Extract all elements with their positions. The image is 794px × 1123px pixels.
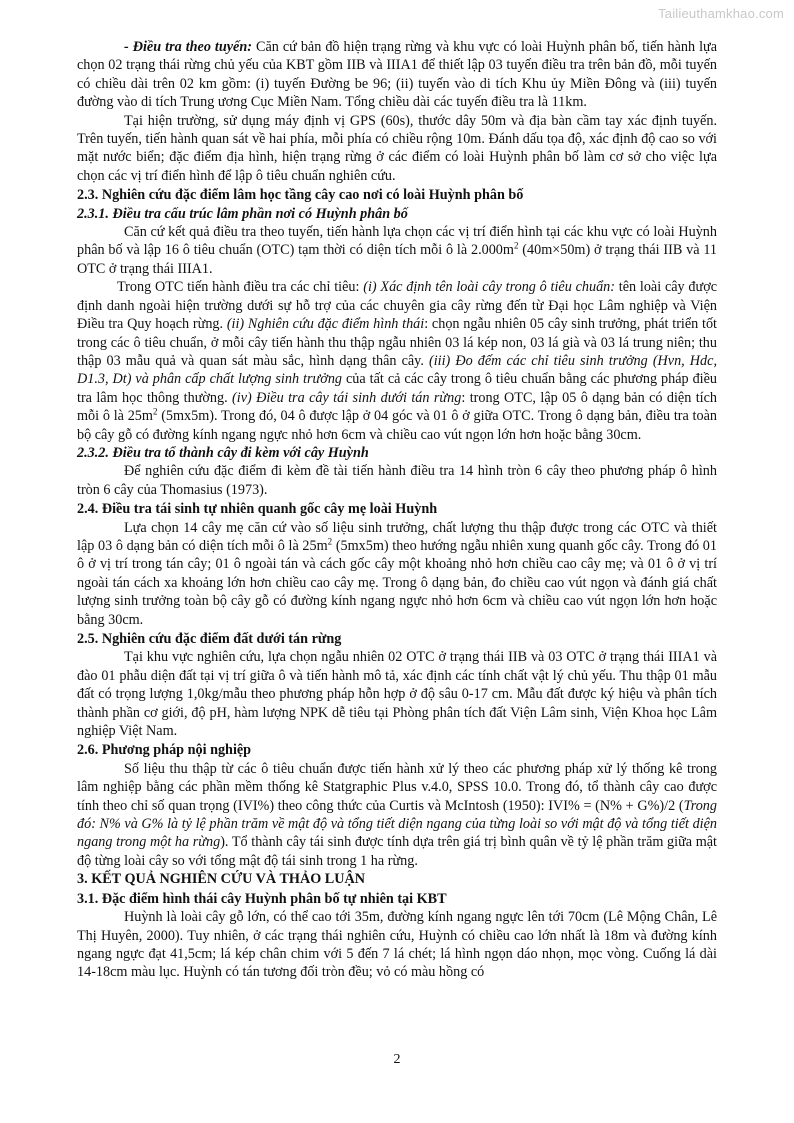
heading-3-1: 3.1. Đặc điểm hình thái cây Huỳnh phân bố tự nhiên tại KBT (77, 890, 447, 907)
run-text: Lựa chọn 14 cây mẹ căn cứ vào số liệu sinh trưởng, chất lượng thu thập được trong các OTC và thiết lập 03 ô dạng bản có diện tích mỗi ô là 25m (77, 519, 717, 554)
run-text: Căn cứ kết quả điều tra theo tuyến, tiến hành lựa chọn các vị trí điển hình tại các khu vực có loài Huỳnh phân bố và lập 16 ô tiêu chuẩn (OTC) tạm thời có diện tích mỗi ô là 2.000m (77, 224, 717, 259)
paragraph-regeneration (77, 519, 717, 629)
paragraph-soil: Tại khu vực nghiên cứu, lựa chọn ngẫu nhiên 02 OTC ở trạng thái IIB và 03 OTC ở trạng thái IIIA1 và đào 01 phẫu diện đất tại vị trí giữa ô và tiến hành mô tả, xác định các tính chất vật lý chủ yếu. Thu thập 01 mẫu đất có trọng lượng 1,0kg/mẫu theo phương pháp hỗn hợp ở độ sâu 0-17 cm. Mẫu đất được ký hiệu và phân tích thành phần cơ giới, độ pH, hàm lượng NPK dễ tiêu tại Phòng phân tích đất Viện Lâm sinh, Viện Khoa học Lâm nghiệp Việt Nam. (77, 649, 717, 740)
run-text: ). Tổ thành cây tái sinh được tính dựa trên giá trị bình quân về tỷ lệ phần trăm giữa mật độ từng loài cây so với tổng mật độ tái sinh trong 1 ha rừng. (77, 834, 717, 869)
paragraph-gps: Tại hiện trường, sử dụng máy định vị GPS (60s), thước dây 50m và địa bàn cầm tay xác định tuyến. Trên tuyến, tiến hành quan sát về hai phía, mỗi phía có chiều rộng 10m. Đánh dấu tọa độ, xác định độ cao so với mặt nước biển; đặc điểm địa hình, hiện trạng rừng ở các điểm có loài Huỳnh phân bố làm cơ sở cho việc lựa chọn các vị trí điển hình để lập ô tiêu chuẩn nghiên cứu. (77, 112, 717, 184)
paragraph-composition: Để nghiên cứu đặc điểm đi kèm đề tài tiến hành điều tra 14 hình tròn 6 cây theo phương pháp ô hình tròn 6 cây của Thomasius (1973). (77, 463, 717, 498)
run-text: Trong OTC tiến hành điều tra các chỉ tiêu: (117, 279, 364, 296)
run-text: : chọn ngẫu nhiên 05 cây sinh trưởng, phát triển tốt trong các ô tiêu chuẩn, ở mỗi cây tiến hành thu thập ngẫu nhiên 03 lá kép non, 03 lá già và 03 lá trung niên; thu thập 03 mẫu quả và quan sát màu sắc, hình dạng thân cây. (77, 316, 717, 369)
run-italic: (i) Xác định tên loài cây trong ô tiêu chuẩn: (363, 279, 615, 296)
run-italic: Trong đó: N% và G% là tỷ lệ phần trăm về mật độ và tổng tiết diện ngang của từng loài so với mật độ và tổng tiết diện ngang trong một ha rừng (77, 797, 717, 851)
superscript: 2 (152, 406, 158, 417)
run-italic: (iv) Điều tra cây tái sinh dưới tán rừng (232, 389, 462, 406)
heading-3: 3. KẾT QUẢ NGHIÊN CỨU VÀ THẢO LUẬN (77, 871, 365, 888)
heading-2-3-2: 2.3.2. Điều tra tổ thành cây đi kèm với cây Huỳnh (77, 444, 369, 461)
superscript: 2 (327, 536, 333, 547)
run-text: Số liệu thu thập từ các ô tiêu chuẩn được tiến hành xử lý theo các phương pháp xử lý thống kê trong lâm nghiệp bằng các phần mềm thống kê Statgraphic Plus v.4.0, SPSS 10.0. Trong đó, tổ thành cây cao được tính theo chỉ số quan trọng (IVI%) theo công thức của Curtis và McIntosh (1950): IVI% = (N% + G%)/2 ( (77, 760, 717, 814)
heading-2-3: 2.3. Nghiên cứu đặc điểm lâm học tầng cây cao nơi có loài Huỳnh phân bố (77, 187, 524, 204)
superscript: 2 (513, 240, 519, 251)
run-text: (5mx5m). Trong đó, 04 ô được lập ở 04 góc và 01 ô ở giữa OTC. Trong ô dạng bản, điều tra toàn bộ cây gỗ có đường kính ngang ngực nhỏ hơn 6cm và chiều cao vút ngọn lớn hơn hoặc bằng 30cm. (77, 408, 717, 443)
heading-2-4: 2.4. Điều tra tái sinh tự nhiên quanh gốc cây mẹ loài Huỳnh (77, 501, 438, 518)
run-text: (5mx5m) theo hướng ngẫu nhiên xung quanh gốc cây. Trong đó 01 ô ở vị trí trong tán cây; 01 ô ngoài tán và cách gốc cây một khoảng nhỏ hơn chiều cao cây mẹ; và 01 ô ở vị trí ngoài tán cách xa khoảng lớn hơn chiều cao cây mẹ. Trong ô dạng bản, đo chiều cao vút ngọn và đánh giá chất lượng sinh trưởng toàn bộ cây gỗ có đường kính ngang ngực nhỏ hơn 6cm và chiều cao vút ngọn lớn hơn hoặc bằng 30cm. (77, 537, 717, 628)
run-lead: - Điều tra theo tuyến: (124, 39, 252, 55)
paragraph-survey-route (77, 38, 717, 112)
heading-2-3-1: 2.3.1. Điều tra cấu trúc lâm phần nơi có Huỳnh phân bố (77, 205, 408, 222)
heading-2-5: 2.5. Nghiên cứu đặc điểm đất dưới tán rừng (77, 631, 342, 647)
paragraph-morphology: Huỳnh là loài cây gỗ lớn, có thể cao tới 35m, đường kính ngang ngực lên tới 70cm (Lê Mộng Chân, Lê Thị Huyên, 2000). Tuy nhiên, ở các trạng thái nghiên cứu, Huỳnh có chiều cao lớn nhất là 18m và đường kính ngang ngực đạt 41,5cm; lá kép chân chim với 5 đến 7 lá chét; lá hình ngọn dáo nhọn, mọc vòng. Cuống lá dài 14-18cm màu lục. Huỳnh có tán tương đối tròn đều; vỏ có màu hồng có (77, 909, 717, 981)
heading-2-6: 2.6. Phương pháp nội nghiệp (77, 742, 252, 759)
run-text: tên loài cây được định danh ngoài hiện trường dưới sự hỗ trợ của các chuyên gia cây rừng đến từ Đại học Lâm nghiệp và Viện Điều tra Quy hoạch rừng. (77, 279, 717, 333)
run-text: : trong OTC, lập 05 ô dạng bản có diện tích mỗi ô là 25m (77, 389, 717, 425)
run-italic: (ii) Nghiên cứu đặc điểm hình thái (226, 316, 425, 333)
watermark: Tailieuthamkhao.com (658, 6, 784, 21)
page-number: 2 (393, 1052, 401, 1067)
document-body (77, 38, 717, 982)
paragraph-processing (77, 760, 717, 870)
run-text: (40m×50m) ở trạng thái IIB và 11 OTC ở trạng thái IIIA1. (77, 242, 718, 277)
paragraph-otc (77, 223, 717, 278)
run-italic: (iii) Đo đếm các chỉ tiêu sinh trưởng (Hvn, Hdc, D1.3, Dt) và phân cấp chất lượng sinh trưởng (77, 352, 717, 388)
run-text: của tất cả các cây trong ô tiêu chuẩn bằng các phương pháp điều tra lâm học thông thường. (77, 371, 718, 406)
run-text: Căn cứ bản đồ hiện trạng rừng và khu vực có loài Huỳnh phân bố, tiến hành lựa chọn 02 trạng thái rừng chủ yếu của KBT gồm IIB và IIIA1 để thiết lập 03 tuyến điều tra trên bản đồ, mỗi tuyến có chiều dài trên 02 km gồm: (i) tuyến Đường be 96; (ii) tuyến vào di tích Khu ủy Miền Đông và (iii) tuyến đường vào di tích Trung ương Cục Miền Nam. Tổng chiều dài các tuyến điều tra là 11km. (77, 39, 717, 111)
paragraph-indicators (77, 278, 717, 444)
